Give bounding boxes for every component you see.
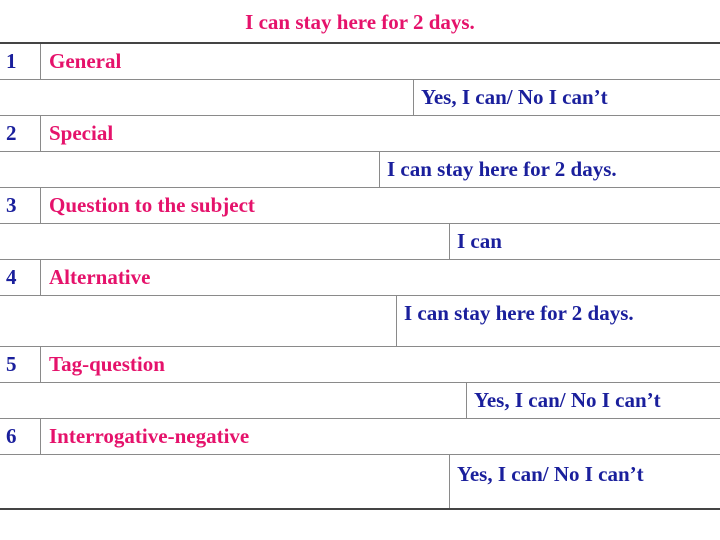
question-type-row: [0, 115, 720, 151]
answer-cell: I can stay here for 2 days.: [396, 296, 720, 346]
row-number: 6: [0, 419, 41, 454]
answer-row: [0, 295, 720, 346]
question-type-name: Alternative: [49, 265, 151, 289]
answer-row: [0, 79, 720, 115]
row-number: 3: [0, 188, 41, 223]
row-number: 2: [0, 116, 41, 151]
answer-cell: Yes, I can/ No I can’t: [449, 455, 720, 508]
answer-row: [0, 151, 720, 187]
row-number: 5: [0, 347, 41, 382]
answer-cell: Yes, I can/ No I can’t: [413, 80, 720, 115]
question-type-name: Tag-question: [49, 352, 165, 376]
answer-cell: I can stay here for 2 days.: [379, 152, 720, 187]
question-type-name: Special: [49, 121, 114, 145]
answer-row: [0, 382, 720, 418]
question-type-name: General: [49, 49, 122, 73]
question-type-name: Question to the subject: [49, 193, 255, 217]
question-types-table: [0, 42, 720, 510]
question-type-name: Interrogative-negative: [49, 424, 250, 448]
answer-cell: I can: [449, 224, 720, 259]
question-type-row: [0, 346, 720, 382]
row-number: 4: [0, 260, 41, 295]
page-title: I can stay here for 2 days.: [245, 10, 475, 34]
question-type-row: [0, 418, 720, 454]
question-type-row: [0, 44, 720, 79]
answer-cell: Yes, I can/ No I can’t: [466, 383, 720, 418]
answer-row: [0, 223, 720, 259]
row-number: 1: [0, 44, 41, 79]
answer-row: [0, 454, 720, 508]
question-type-row: [0, 259, 720, 295]
question-type-row: [0, 187, 720, 223]
